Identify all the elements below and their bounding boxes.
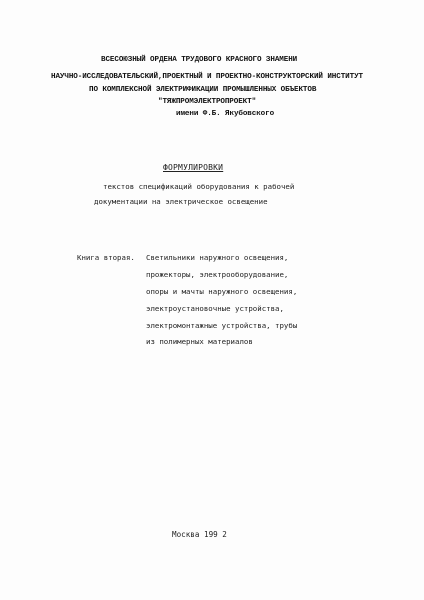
book-line-1: Светильники наружного освещения, (146, 253, 289, 262)
city-year: Москва 199 2 (172, 530, 227, 539)
book-line-6: из полимерных материалов (146, 337, 253, 346)
header-line-1: ВСЕСОЮЗНЫЙ ОРДЕНА ТРУДОВОГО КРАСНОГО ЗНАМЕНИ (101, 56, 298, 64)
title-sub-line-2: документации на электрическое освещение (94, 197, 268, 206)
header-line-5: имени Ф.Б. Якубовского (176, 110, 275, 118)
book-label: Книга вторая. (77, 253, 135, 262)
book-line-5: электромонтажные устройства, трубы (146, 321, 298, 330)
header-line-3: ПО КОМПЛЕКСНОЙ ЭЛЕКТРИФИКАЦИИ ПРОМЫШЛЕННЫХ ОБЪЕКТОВ (89, 86, 317, 94)
book-line-3: опоры и мачты наружного освещения, (146, 287, 298, 296)
title-sub-line-1: текстов спецификаций оборудования к рабочей (103, 182, 295, 191)
book-line-4: электроустановочные устройства, (146, 304, 284, 313)
book-line-2: прожекторы, электрооборудование, (146, 270, 289, 279)
title-main: ФОРМУЛИРОВКИ (163, 163, 224, 172)
header-line-2: НАУЧНО-ИССЛЕДОВАТЕЛЬСКИЙ,ПРОЕКТНЫЙ И ПРОЕКТНО-КОНСТРУКТОРСКИЙ ИНСТИТУТ (51, 73, 363, 81)
header-line-4: "ТЯЖПРОМЭЛЕКТРОПРОЕКТ" (158, 98, 257, 106)
